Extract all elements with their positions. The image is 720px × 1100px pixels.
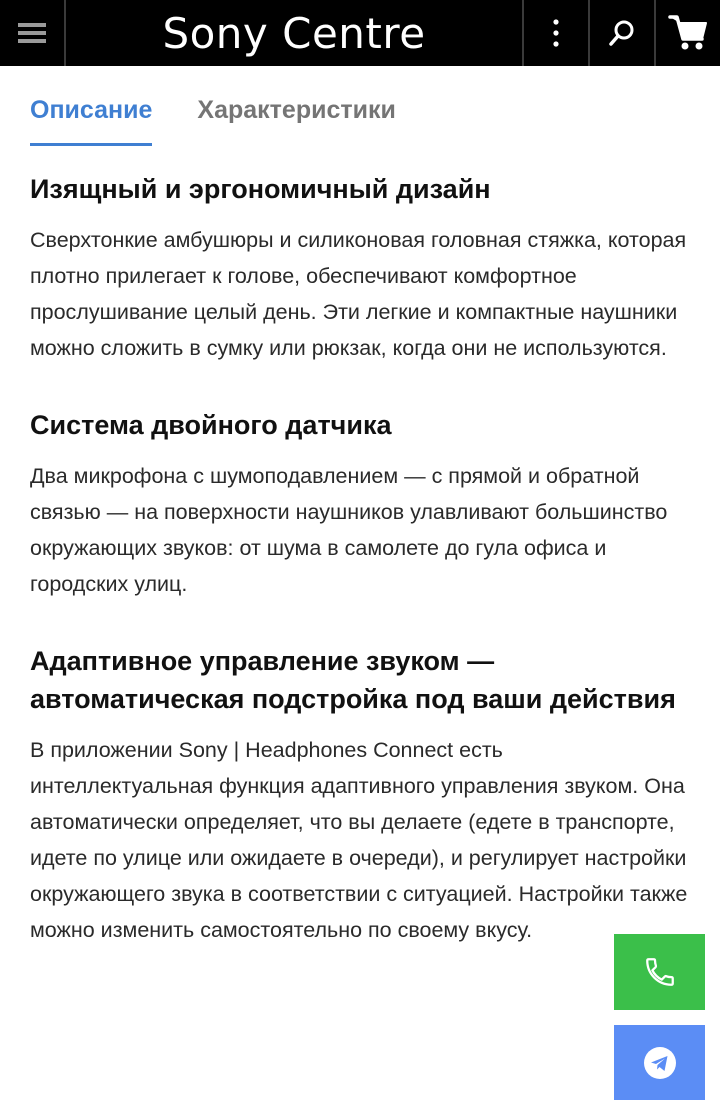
section-text: Два микрофона с шумоподавлением — с прямой и обратной связью — на поверхности наушников улавливают большинство окружающих звуков: от шума в самолете до гула офиса и городских улиц. bbox=[30, 464, 668, 596]
menu-icon bbox=[18, 23, 46, 43]
section-title: Адаптивное управление звуком — автоматическая подстройка под ваши действия bbox=[30, 646, 676, 714]
feature-section bbox=[30, 642, 690, 948]
top-header bbox=[0, 0, 720, 66]
phone-icon bbox=[643, 955, 677, 989]
product-tabs bbox=[30, 90, 441, 146]
feature-section bbox=[30, 406, 690, 602]
description-content bbox=[30, 170, 690, 988]
telegram-button[interactable] bbox=[614, 1025, 705, 1100]
search-button[interactable] bbox=[590, 0, 654, 66]
section-text: В приложении Sony | Headphones Connect есть интеллектуальная функция адаптивного управления звуком. Она автоматически определяет, что вы делаете (едете в транспорте, идете по улице или ожидаете в очереди), и регулирует настройки окружающего звука в соответствии с ситуацией. Настройки также можно изменить самостоятельно по своему вкусу. bbox=[30, 738, 688, 942]
more-options-button[interactable] bbox=[524, 0, 588, 66]
call-button[interactable] bbox=[614, 934, 705, 1010]
telegram-icon bbox=[643, 1046, 677, 1080]
cart-icon bbox=[668, 13, 708, 53]
feature-section bbox=[30, 170, 690, 366]
search-icon bbox=[608, 19, 636, 47]
tab-description[interactable]: Описание bbox=[30, 90, 152, 146]
tab-specifications[interactable]: Характеристики bbox=[197, 96, 396, 124]
brand-logo[interactable]: Sony Centre bbox=[162, 8, 426, 58]
cart-button[interactable] bbox=[656, 0, 720, 66]
section-text: Сверхтонкие амбушюры и силиконовая головная стяжка, которая плотно прилегает к голове, обеспечивают комфортное прослушивание целый день. Эти легкие и компактные наушники можно сложить в сумку или рюкзак, когда они не используются. bbox=[30, 228, 687, 360]
section-title: Изящный и эргономичный дизайн bbox=[30, 174, 491, 204]
more-vertical-icon bbox=[553, 19, 559, 47]
section-title: Система двойного датчика bbox=[30, 410, 392, 440]
menu-button[interactable] bbox=[0, 0, 64, 66]
